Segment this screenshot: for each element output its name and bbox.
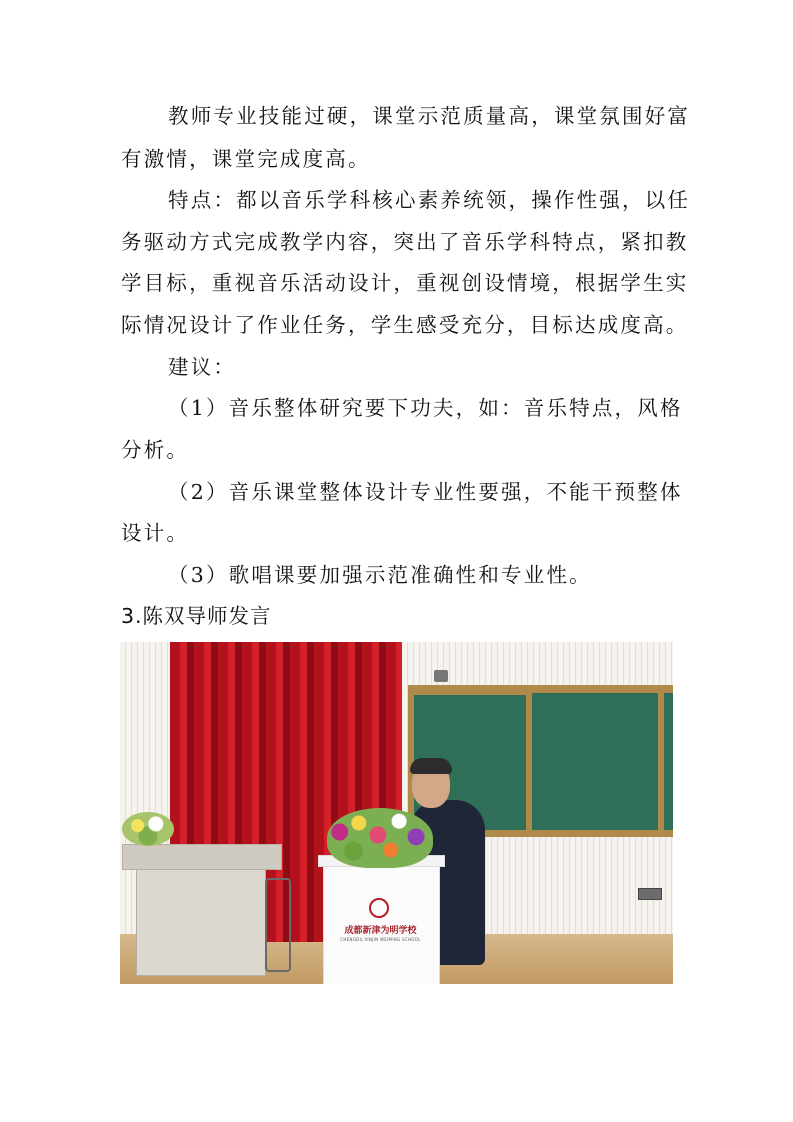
paragraph-line: 特点：都以音乐学科核心素养统领，操作性强，以任 (168, 188, 691, 212)
chalkboard-panel (664, 693, 673, 830)
podium-flowers (327, 808, 433, 868)
side-lectern-top (122, 844, 282, 870)
suggestion-item: 设计。 (121, 521, 190, 545)
paragraph-line: 教师专业技能过硬，课堂示范质量高，课堂氛围好富 (168, 104, 691, 128)
suggestion-item: 分析。 (121, 438, 190, 462)
paragraph-line: 学目标，重视音乐活动设计，重视创设情境，根据学生实 (121, 271, 689, 295)
paragraph-line: 务驱动方式完成教学内容，突出了音乐学科特点，紧扣教 (121, 230, 689, 254)
side-lectern (136, 868, 266, 976)
speaker-photo (120, 642, 673, 984)
chair (265, 878, 291, 972)
chalkboard-panel (532, 693, 658, 830)
suggestion-item: （2）音乐课堂整体设计专业性要强，不能干预整体 (168, 480, 683, 504)
school-logo-icon (369, 898, 389, 918)
podium-school-name: 成都新津为明学校 (344, 926, 417, 936)
flower-bouquet (122, 812, 174, 846)
power-socket (638, 888, 662, 900)
section-heading: 3.陈双导师发言 (121, 604, 272, 628)
podium-school-name-en: CHENGDU XINJIN WEIMING SCHOOL (340, 937, 421, 942)
suggestion-item: （1）音乐整体研究要下功夫，如：音乐特点，风格 (168, 396, 683, 420)
camera-icon (434, 670, 448, 682)
paragraph-line: 有激情，课堂完成度高。 (121, 147, 371, 171)
suggestion-item: （3）歌唱课要加强示范准确性和专业性。 (168, 563, 592, 587)
suggestion-heading: 建议： (168, 355, 237, 379)
paragraph-line: 际情况设计了作业任务，学生感受充分，目标达成度高。 (121, 313, 689, 337)
speaker-hair (410, 758, 452, 774)
